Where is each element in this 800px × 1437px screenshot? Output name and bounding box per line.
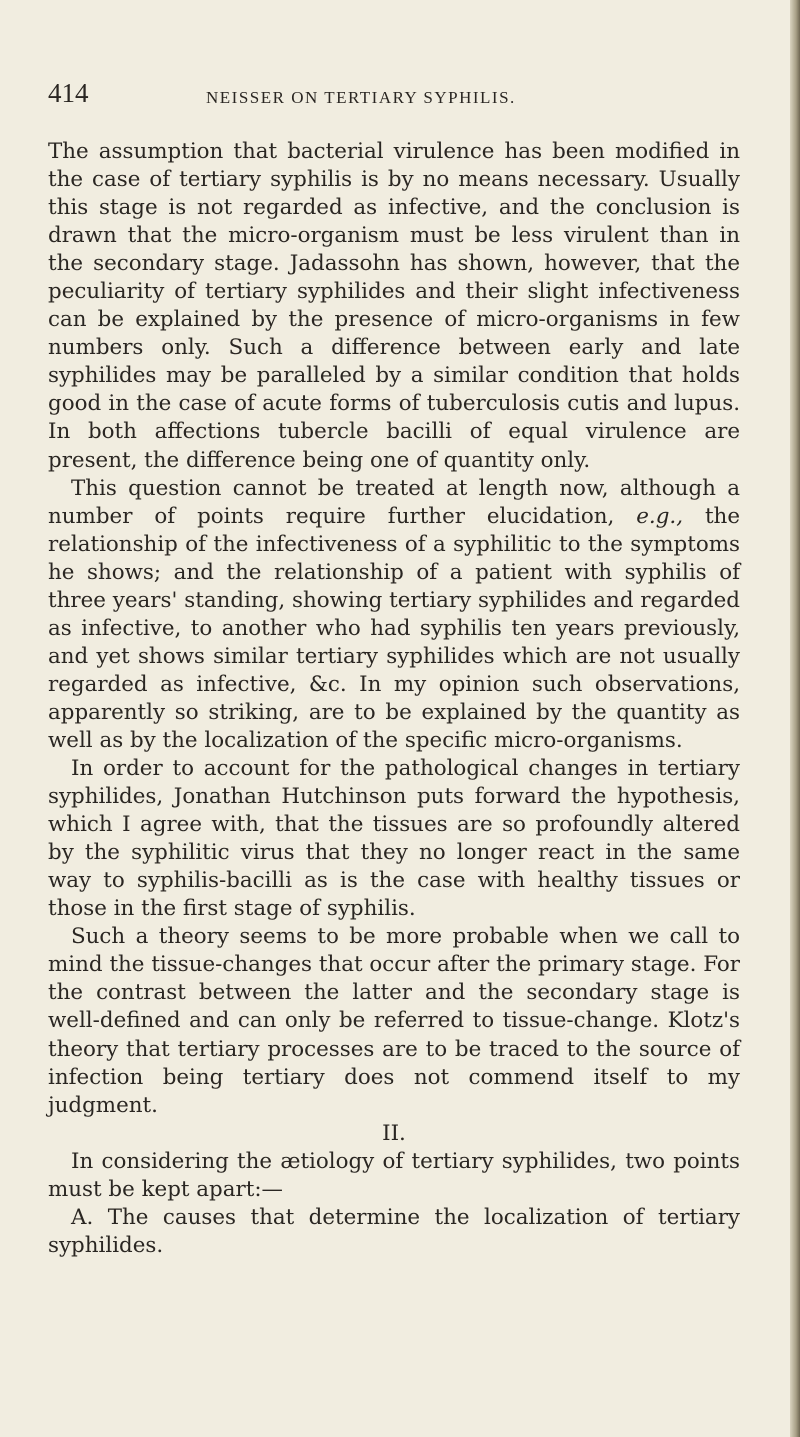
paragraph	[48, 475, 740, 755]
paragraph: In order to account for the pathological changes in tertiary syphilides, Jonathan Hutchinson puts forward the hypothesis, which I agree with, that the tissues are so profoundly altered by the syphilitic virus that they no longer react in the same way to syphilis-bacilli as is the case with healthy tissues or those in the first stage of syphilis.	[48, 756, 740, 922]
running-head: NEISSER ON TERTIARY SYPHILIS.	[206, 88, 516, 107]
page-edge-shadow	[790, 0, 800, 1437]
page-number: 414	[48, 78, 89, 108]
paragraph: A. The causes that determine the localization of tertiary syphilides.	[48, 1204, 740, 1258]
paragraph: The assumption that bacterial virulence has been modified in the case of tertiary syphilis is by no means necessary. Usually this stage is not regarded as infective, and the conclusion is drawn that the micro-organism must be less virulent than in the secondary stage. Jadassohn has shown, however, that the peculiarity of tertiary syphilides and their slight infectiveness can be explained by the presence of micro-organisms in few numbers only. Such a difference between early and late syphilides may be paralleled by a similar condition that holds good in the case of acute forms of tuberculosis cutis and lupus. In both affections tubercle bacilli of equal virulence are present, the difference being one of quantity only.	[48, 139, 740, 473]
section-heading: II.	[382, 1120, 406, 1146]
page-header	[48, 78, 748, 118]
paragraph-text: This question cannot be treated at length now, although a number of points require further elucidation,	[48, 475, 740, 529]
paragraph-text: the relationship of the infectiveness of a syphilitic to the symptoms he shows; and the relationship of a patient with syphilis of three years' standing, showing tertiary syphilides and regarded as infective, to another who had syphilis ten years previously, and yet shows similar tertiary syphilides which are not usually regarded as infective, &c. In my opinion such observations, apparently so striking, are to be explained by the quantity as well as by the localization of the specific micro-organisms.	[48, 503, 740, 753]
paragraph: Such a theory seems to be more probable when we call to mind the tissue-changes that occur after the primary stage. For the contrast between the latter and the secondary stage is well-defined and can only be referred to tissue-change. Klotz's theory that tertiary processes are to be traced to the source of infection being tertiary does not commend itself to my judgment.	[48, 924, 740, 1118]
body-text	[48, 138, 740, 1260]
paragraph: In considering the ætiology of tertiary syphilides, two points must be kept apart:—	[48, 1148, 740, 1202]
italic-abbreviation: e.g.,	[636, 503, 684, 529]
